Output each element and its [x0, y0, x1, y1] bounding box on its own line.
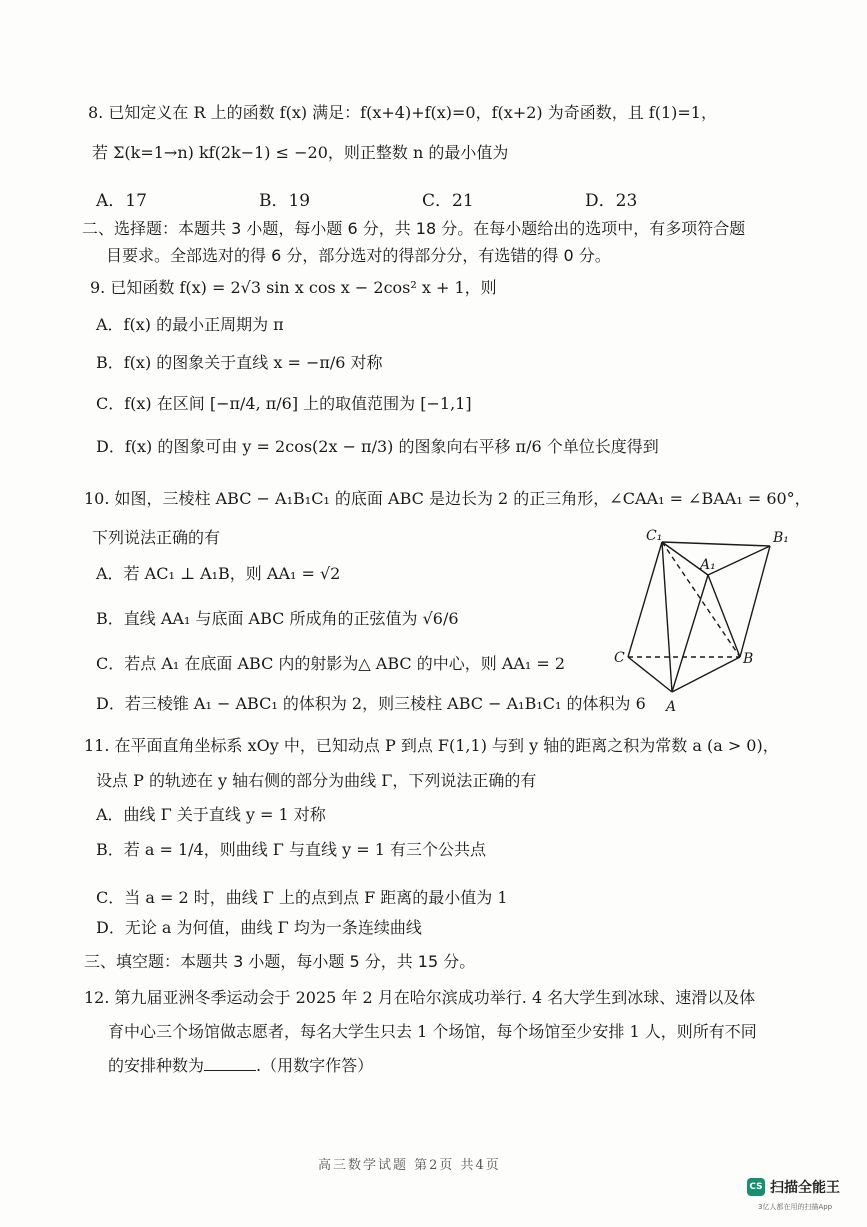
q11-line2: 设点 P 的轨迹在 y 轴右侧的部分为曲线 Γ，下列说法正确的有	[96, 771, 537, 790]
edge-a-b	[672, 657, 740, 692]
edge-a1-a	[672, 575, 708, 692]
prism-figure	[600, 520, 805, 720]
q9-stem: 9. 已知函数 f(x) = 2√3 sin x cos x − 2cos² x + 1，则	[90, 278, 497, 297]
q8-options	[96, 186, 748, 211]
q9-option-a: A．f(x) 的最小正周期为 π	[96, 315, 284, 334]
q11-line1: 11. 在平面直角坐标系 xOy 中，已知动点 P 到点 F(1,1) 与到 y 轴的距离之积为常数 a (a > 0)，	[84, 736, 779, 755]
edge-c1-b1	[662, 542, 770, 546]
q8-line2: 若 Σ(k=1→n) kf(2k−1) ≤ −20，则正整数 n 的最小值为	[92, 143, 509, 162]
label-b1: B₁	[773, 530, 789, 546]
q11-option-b: B．若 a = 1/4，则曲线 Γ 与直线 y = 1 有三个公共点	[96, 840, 486, 859]
q8-line1: 8. 已知定义在 R 上的函数 f(x) 满足：f(x+4)+f(x)=0，f(x+2) 为奇函数，且 f(1)=1，	[88, 103, 717, 122]
q12-line2: 育中心三个场馆做志愿者，每名大学生只去 1 个场馆，每个场馆至少安排 1 人，则所有不同	[108, 1022, 757, 1041]
label-c1: C₁	[646, 528, 663, 544]
section2-heading-line2: 目要求。全部选对的得 6 分，部分选对的得部分分，有选错的得 0 分。	[106, 246, 611, 265]
edge-b1-b	[740, 546, 770, 657]
section2-heading-line1: 二、选择题：本题共 3 小题，每小题 6 分，共 18 分。在每小题给出的选项中，有多项符合题	[82, 219, 746, 238]
q12-line3-prefix: 的安排种数为	[108, 1056, 205, 1075]
q10-option-a: A．若 AC₁ ⊥ A₁B，则 AA₁ = √2	[96, 564, 341, 583]
segment-c1-a	[662, 542, 672, 692]
q12-line3-suffix: .（用数字作答）	[256, 1056, 374, 1075]
scanner-app-name: 扫描全能王	[770, 1180, 840, 1196]
scanner-tagline: 3亿人都在用的扫描App	[758, 1203, 833, 1211]
edge-c1-c	[628, 542, 662, 657]
scanner-logo-icon: CS	[747, 1178, 765, 1196]
q9-option-b: B．f(x) 的图象关于直线 x = −π/6 对称	[96, 353, 383, 372]
answer-blank	[204, 1056, 256, 1071]
label-a: A	[666, 699, 677, 715]
scanner-watermark	[747, 1177, 840, 1197]
page-footer: 高三数学试题 第2页 共4页	[318, 1158, 501, 1173]
q8-option-d: D．23	[585, 191, 638, 211]
q11-option-a: A．曲线 Γ 关于直线 y = 1 对称	[96, 805, 326, 824]
section3-heading: 三、填空题：本题共 3 小题，每小题 5 分，共 15 分。	[84, 952, 476, 971]
q10-option-d: D．若三棱锥 A₁ − ABC₁ 的体积为 2，则三棱柱 ABC − A₁B₁C₁ 的体积为 6	[96, 694, 646, 713]
q10-line2: 下列说法正确的有	[92, 528, 221, 547]
edge-c-a	[628, 657, 672, 692]
q8-option-c: C．21	[422, 191, 474, 211]
q11-option-c: C．当 a = 2 时，曲线 Γ 上的点到点 F 距离的最小值为 1	[96, 888, 508, 907]
q10-option-c: C．若点 A₁ 在底面 ABC 内的射影为△ ABC 的中心，则 AA₁ = 2	[96, 654, 566, 673]
q9-option-d: D．f(x) 的图象可由 y = 2cos(2x − π/3) 的图象向右平移 π/6 个单位长度得到	[96, 437, 659, 456]
q10-line1: 10. 如图，三棱柱 ABC − A₁B₁C₁ 的底面 ABC 是边长为 2 的正三角形，∠CAA₁ = ∠BAA₁ = 60°，	[84, 489, 811, 508]
q8-option-b: B．19	[259, 191, 311, 211]
segment-a1-b	[708, 575, 740, 657]
q9-option-c: C．f(x) 在区间 [−π/4, π/6] 上的取值范围为 [−1,1]	[96, 394, 472, 413]
edge-a1-b1	[708, 546, 770, 575]
q12-line3	[108, 1056, 373, 1076]
q11-option-d: D．无论 a 为何值，曲线 Γ 均为一条连续曲线	[96, 918, 422, 937]
label-c: C	[614, 650, 625, 666]
label-a1: A₁	[700, 557, 716, 573]
q10-option-b: B．直线 AA₁ 与底面 ABC 所成角的正弦值为 √6/6	[96, 609, 459, 628]
q12-line1: 12. 第九届亚洲冬季运动会于 2025 年 2 月在哈尔滨成功举行. 4 名大学生到冰球、速滑以及体	[84, 988, 756, 1007]
q8-option-a: A．17	[96, 191, 147, 211]
label-b: B	[743, 651, 754, 667]
